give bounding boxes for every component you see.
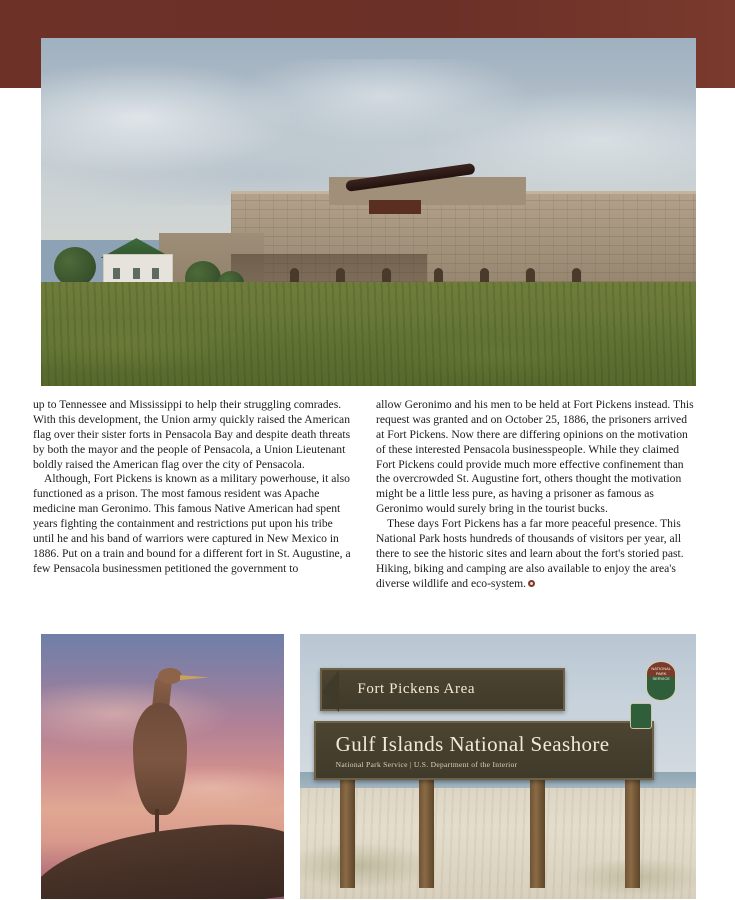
end-of-article-icon <box>528 580 535 587</box>
heron-body <box>133 703 187 815</box>
sign-board-fort-pickens-area <box>320 668 566 710</box>
nps-emblem-text: NATIONAL PARK SERVICE <box>651 665 672 681</box>
article-column-left <box>33 398 352 577</box>
photo-heron-sunset <box>41 634 284 899</box>
national-park-service-emblem-icon <box>646 661 676 701</box>
article-column-right <box>376 398 695 592</box>
nps-arrowhead-icon <box>630 703 652 729</box>
paragraph: up to Tennessee and Mississippi to help their struggling comrades. With this development, the Union army quickly raised the American flag over their sister forts in Pensacola Bay and despite death threats by both the mayor and the people of Pensacola, a Union Lieutenant boldly raised the American flag over the city of Pensacola. <box>33 398 351 471</box>
sign-board-main-subtitle: National Park Service | U.S. Department of the Interior <box>335 760 518 770</box>
article-body <box>33 398 705 610</box>
sign-board-gulf-islands <box>314 721 655 779</box>
cannon-carriage <box>369 200 421 214</box>
sign-board-main-title: Gulf Islands National Seashore <box>335 732 610 757</box>
sign-board-top-text: Fort Pickens Area <box>357 681 476 698</box>
hero-grass-foreground <box>41 282 696 386</box>
photo-national-seashore-sign <box>300 634 696 899</box>
hero-photo-fort-pickens <box>41 38 696 386</box>
house-window <box>113 268 120 279</box>
house-window <box>133 268 140 279</box>
house-window <box>152 268 159 279</box>
paragraph: Although, Fort Pickens is known as a military powerhouse, it also functioned as a prison. The most famous resident was Apache medicine man Geronimo. This famous Native American had spent years fighting the containment and restrictions put upon his tribe until he and his band of warriors were captured in New Mexico in 1886. Put on a train and bound for a different fort in St. Augustine, a few Pensacola businessmen petitioned the government to <box>33 472 351 575</box>
paragraph-text: These days Fort Pickens has a far more peaceful presence. This National Park hosts hundreds of thousands of visitors per year, all there to see the historic sites and learn about the fort's storied past. Hiking, biking and camping are also available to enjoy the area's diverse wildlife and eco-system. <box>376 517 684 590</box>
paragraph <box>376 517 695 591</box>
paragraph: allow Geronimo and his men to be held at Fort Pickens instead. This request was granted and on October 25, 1886, the prisoners arrived at Fort Pickens. Now there are differing opinions on the motivation of these interested Pensacola businesspeople. While they claimed Fort Pickens could provide much more effective confinement than the overcrowded St. Augustine fort, others thought the motivation might be a little less pure, as having a prisoner as famous as Geronimo would surely bring in the tourist bucks. <box>376 398 694 516</box>
